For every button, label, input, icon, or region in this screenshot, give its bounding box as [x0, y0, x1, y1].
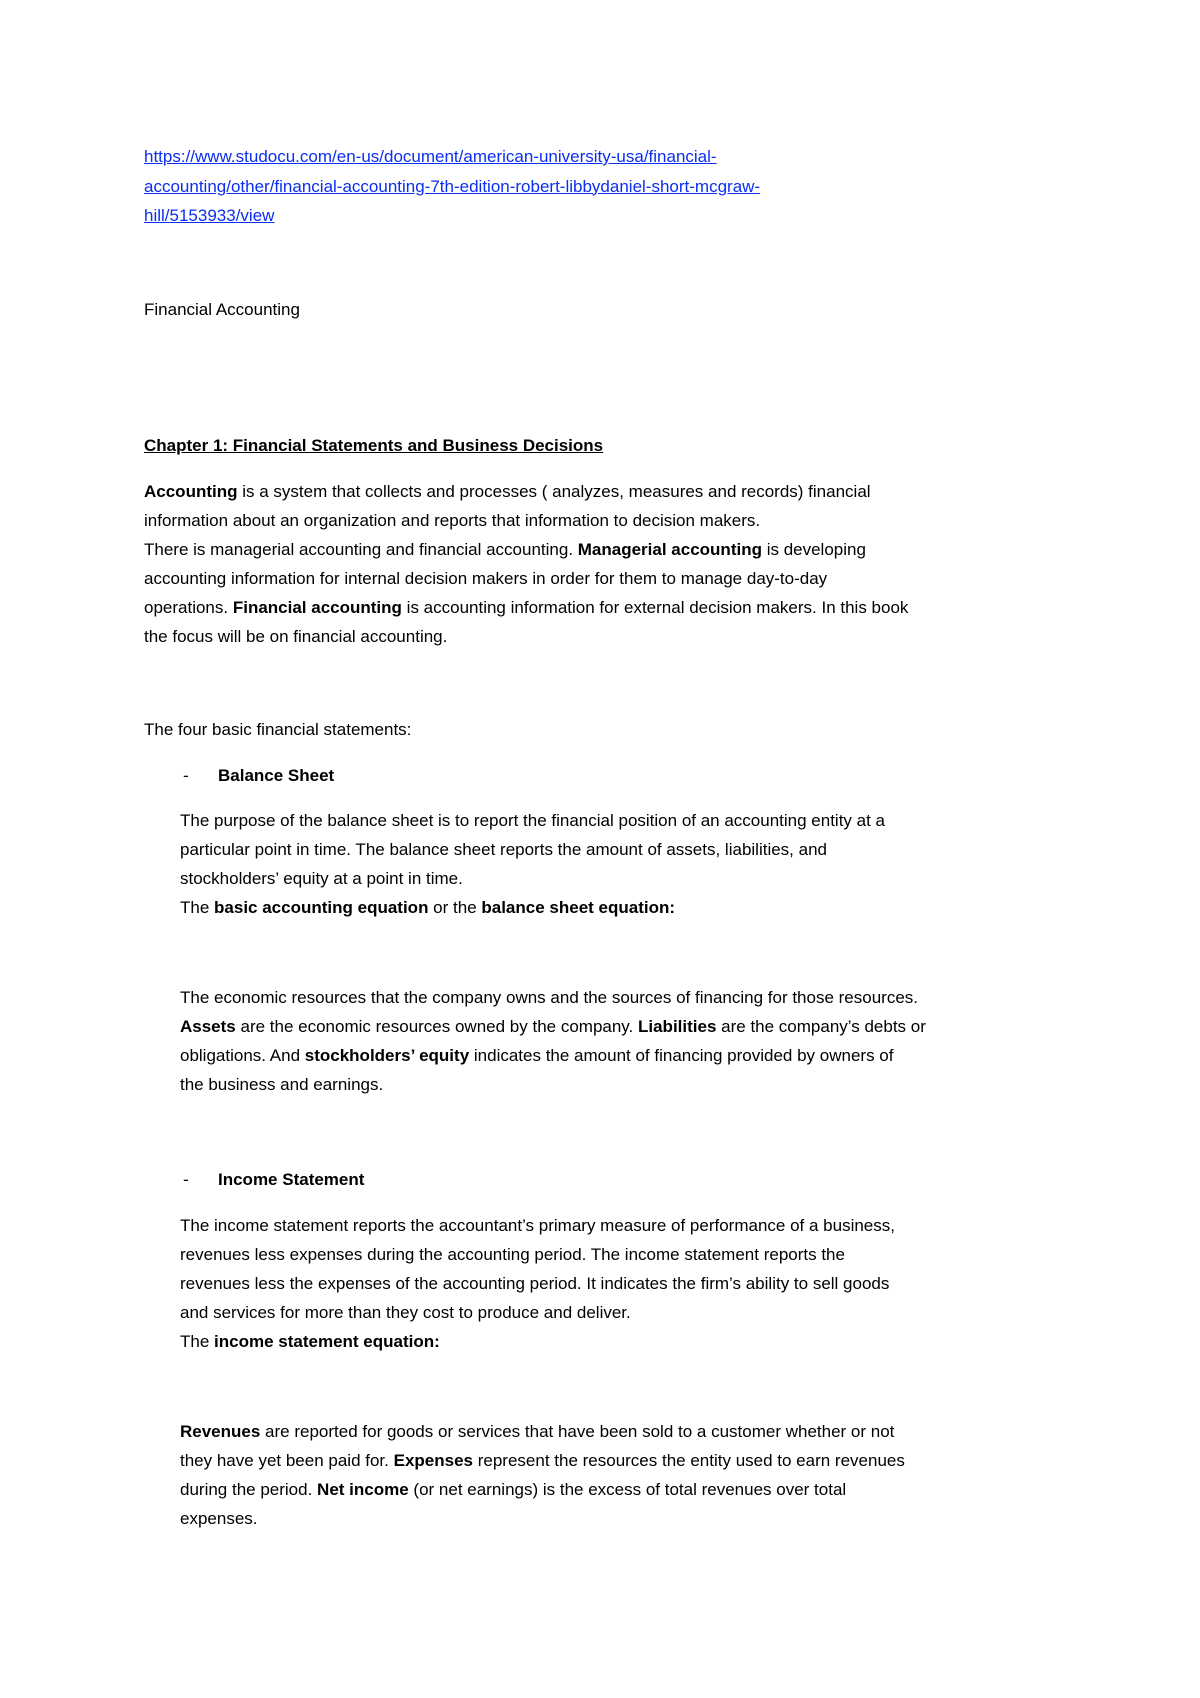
bullet-dash: - [183, 1170, 189, 1189]
term-net-income: Net income [317, 1480, 409, 1499]
term-income-statement-equation: income statement equation: [214, 1332, 440, 1351]
term-financial-accounting: Financial accounting [232, 598, 402, 617]
income-statement-heading: Income Statement [218, 1170, 365, 1189]
chapter-heading: Chapter 1: Financial Statements and Business Decisions [144, 436, 604, 455]
four-statements-intro: The four basic financial statements: [144, 720, 412, 739]
term-expenses: Expenses [393, 1451, 473, 1470]
term-stockholders-equity: stockholders’ equity [304, 1046, 470, 1065]
term-revenues: Revenues [180, 1422, 261, 1441]
income-statement-terms-paragraph: Revenues are reported for goods or services that have been sold to a customer whether or not they have yet been paid for. Expenses represent the resources the entity used to earn revenues during the period. Net income (or net earnings) is the excess of total revenues over total expenses. [180, 1422, 905, 1528]
source-link-line-3[interactable]: hill/5153933/view [144, 206, 275, 225]
term-accounting: Accounting [144, 482, 238, 501]
term-liabilities: Liabilities [638, 1017, 717, 1036]
term-managerial-accounting: Managerial accounting [577, 540, 762, 559]
source-link[interactable] [144, 142, 1074, 231]
bullet-income-statement [183, 1165, 364, 1194]
source-link-line-2[interactable]: accounting/other/financial-accounting-7th-edition-robert-libbydaniel-short-mcgraw- [144, 176, 761, 196]
term-balance-sheet-equation: balance sheet equation: [481, 898, 676, 917]
document-title: Financial Accounting [144, 300, 300, 319]
bullet-dash: - [183, 766, 189, 785]
intro-paragraph: Accounting is a system that collects and processes ( analyzes, measures and records) financial information about an organization and reports that information to decision makers. There is managerial accounting and financial accounting. Managerial accounting is developing accounting information for internal decision makers in order for them to manage day-to-day operations. Financial accounting is accounting information for external decision makers. In this book the focus will be on financial accounting. [144, 482, 909, 646]
balance-sheet-resources-paragraph: The economic resources that the company owns and the sources of financing for those resources. Assets are the economic resources owned by the company. Liabilities are the company’s debts or obligations. And stockholders’ equity indicates the amount of financing provided by owners of the business and earnings. [180, 988, 926, 1094]
bullet-balance-sheet [183, 761, 334, 790]
term-assets: Assets [180, 1017, 236, 1036]
balance-sheet-heading: Balance Sheet [218, 766, 335, 785]
source-link-line-1[interactable]: https://www.studocu.com/en-us/document/american-university-usa/financial- [144, 147, 717, 166]
term-basic-accounting-equation: basic accounting equation [214, 898, 429, 917]
income-statement-paragraph: The income statement reports the accountant’s primary measure of performance of a business, revenues less expenses during the accounting period. The income statement reports the revenues less the expenses of the accounting period. It indicates the firm’s ability to sell goods and services for more than they cost to produce and deliver. The income statement equation: [180, 1216, 895, 1351]
balance-sheet-paragraph: The purpose of the balance sheet is to report the financial position of an accounting entity at a particular point in time. The balance sheet reports the amount of assets, liabilities, and stockholders’ equity at a point in time. The basic accounting equation or the balance sheet equation: [180, 811, 886, 917]
